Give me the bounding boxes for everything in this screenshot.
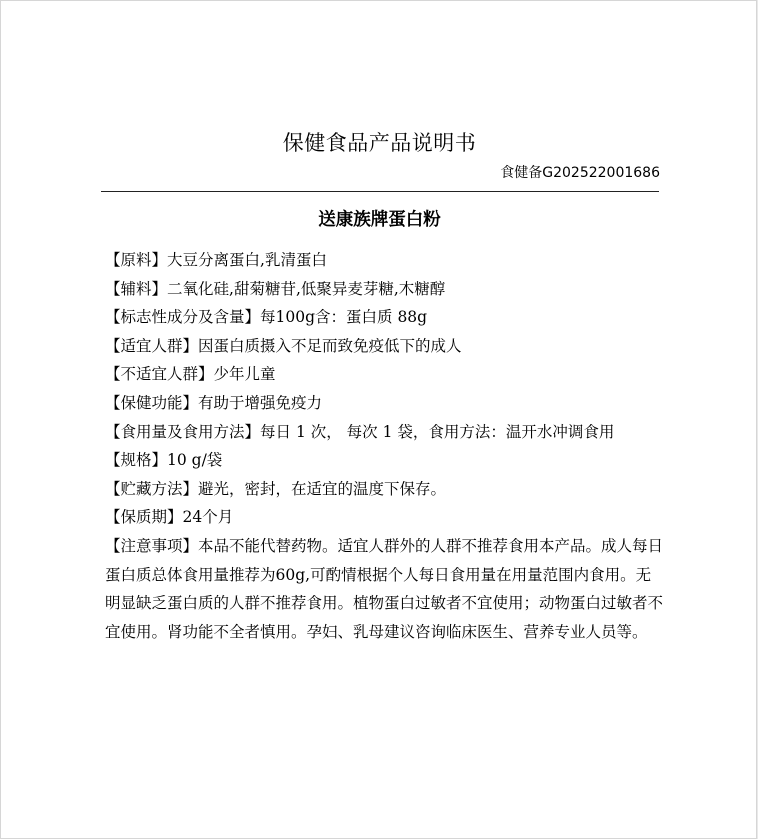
section-label: 【标志性成分及含量】 <box>105 308 261 327</box>
section-unsuitable-population <box>105 360 665 389</box>
section-text: 有助于增强免疫力 <box>198 393 323 412</box>
section-label: 【规格】 <box>105 451 168 470</box>
section-text: 因蛋白质摄入不足而致免疫低下的成人 <box>198 336 462 355</box>
section-marker-ingredient <box>105 303 665 332</box>
section-label: 【食用量及食用方法】 <box>105 422 261 441</box>
section-precautions <box>105 532 665 646</box>
section-ingredients <box>105 246 665 275</box>
product-name: 送康族牌蛋白粉 <box>318 210 441 230</box>
registration-number: 食健备G202522001686 <box>500 165 660 181</box>
section-text: 避光，密封，在适宜的温度下保存。 <box>198 479 447 498</box>
document-body <box>105 246 665 646</box>
section-label: 【注意事项】 <box>105 536 199 555</box>
section-label: 【适宜人群】 <box>105 336 199 355</box>
section-excipients <box>105 275 665 304</box>
section-text: 24个月 <box>182 508 234 527</box>
section-text: 二氧化硅,甜菊糖苷,低聚异麦芽糖,木糖醇 <box>167 279 446 298</box>
section-label: 【原料】 <box>105 251 168 269</box>
section-text: 每日 1 次， 每次 1 袋，食用方法：温开水冲调食用 <box>260 422 615 441</box>
section-dosage <box>105 418 665 447</box>
section-specification <box>105 446 665 475</box>
document-title: 保健食品产品说明书 <box>282 131 477 155</box>
divider-line <box>101 191 659 192</box>
section-text: 每100g含：蛋白质 88g <box>260 308 428 327</box>
section-label: 【辅料】 <box>105 279 168 298</box>
section-label: 【贮藏方法】 <box>105 479 199 498</box>
section-storage <box>105 475 665 504</box>
section-text: 本品不能代替药物。适宜人群外的人群不推荐食用本产品。成人每日蛋白质总体食用量推荐为60g,可酌情根据个人每日食用量在用量范围内食用。无明显缺乏蛋白质的人群不推荐食用。植物蛋白过敏者不宜使用；动物蛋白过敏者不宜使用。肾功能不全者慎用。孕妇、乳母建议咨询临床医生、营养专业人员等。 <box>105 536 664 641</box>
section-text: 少年儿童 <box>213 365 276 384</box>
section-shelf-life <box>105 503 665 532</box>
section-text: 10 g/袋 <box>167 451 223 470</box>
section-label: 【保健功能】 <box>105 393 199 412</box>
section-suitable-population <box>105 332 665 361</box>
section-label: 【保质期】 <box>105 508 183 527</box>
section-health-function <box>105 389 665 418</box>
section-text: 大豆分离蛋白,乳清蛋白 <box>167 251 327 269</box>
section-label: 【不适宜人群】 <box>105 365 214 384</box>
